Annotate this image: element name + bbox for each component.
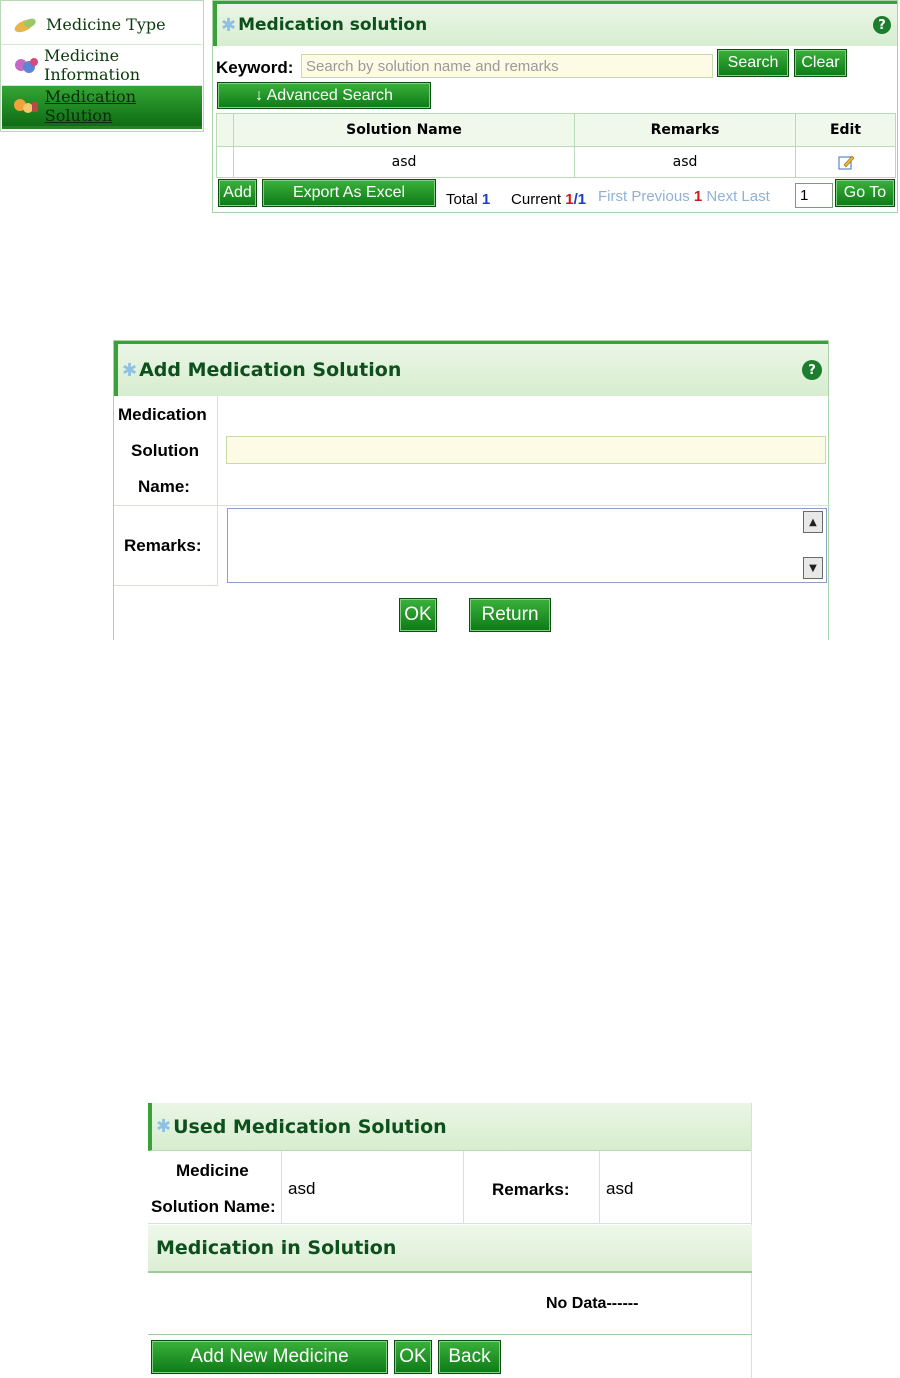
scroll-up-icon[interactable]: ▲ [803, 511, 823, 533]
scroll-down-icon[interactable]: ▼ [803, 557, 823, 579]
goto-page-input[interactable]: 1 [795, 183, 833, 208]
total-value: 1 [481, 191, 491, 208]
used-remarks-value: asd [600, 1151, 752, 1224]
ok-button[interactable]: OK [399, 598, 437, 632]
nav-item-label: Medicine Information [44, 46, 141, 84]
row-select-cell [217, 147, 234, 178]
nav-item-label: Medicine Type [46, 14, 166, 34]
advanced-search-button[interactable]: ↓ Advanced Search [217, 82, 431, 109]
panel-header [213, 1, 897, 46]
current-label: Current [511, 191, 562, 208]
column-header-solution-name: Solution Name [234, 114, 575, 147]
next-page-link[interactable]: Next [706, 188, 738, 205]
solution-table [216, 113, 896, 178]
used-remarks-label-cell [464, 1151, 600, 1224]
panel-title: Medication solution [238, 15, 428, 35]
no-data-row [148, 1275, 752, 1335]
add-new-medicine-button[interactable]: Add New Medicine [151, 1340, 388, 1374]
used-name-label-line1: Medicine [176, 1161, 249, 1180]
page-number-link[interactable]: 1 [693, 188, 703, 205]
gear-icon: ✱ [156, 1116, 172, 1137]
first-page-link[interactable]: First [598, 188, 628, 205]
previous-page-link[interactable]: Previous [631, 188, 690, 205]
gear-icon: ✱ [221, 14, 237, 36]
edit-icon[interactable] [838, 154, 854, 170]
name-label-line3: Name: [138, 477, 190, 496]
table-row [217, 147, 896, 178]
used-ok-button[interactable]: OK [394, 1340, 432, 1374]
help-icon[interactable]: ? [802, 360, 822, 380]
total-label: Total [446, 191, 478, 208]
left-nav [0, 0, 204, 132]
last-page-link[interactable]: Last [741, 188, 770, 205]
help-icon[interactable]: ? [873, 16, 891, 34]
search-button[interactable]: Search [717, 49, 789, 77]
add-solution-form [113, 340, 829, 640]
select-column-header [217, 114, 234, 147]
name-label-line1: Medication [118, 405, 207, 424]
return-button[interactable]: Return [469, 598, 551, 632]
pager-links [598, 188, 770, 205]
cell-edit [796, 147, 896, 178]
back-button[interactable]: Back [438, 1340, 501, 1374]
nav-item-label: Medication Solution [44, 87, 136, 125]
goto-button[interactable]: Go To [835, 179, 895, 207]
search-input[interactable]: Search by solution name and remarks [301, 54, 713, 78]
nav-item-medicine-information[interactable] [2, 45, 202, 86]
name-label-line2: Solution [131, 441, 199, 460]
used-panel-title: Used Medication Solution [173, 1115, 447, 1138]
solution-name-input[interactable] [226, 436, 826, 464]
remarks-textarea[interactable] [227, 508, 827, 583]
used-name-label-cell [148, 1151, 282, 1224]
add-button[interactable]: Add [218, 179, 257, 207]
used-solution-panel [148, 1103, 752, 1378]
solution-icon [12, 96, 41, 116]
nav-item-medication-solution[interactable] [2, 86, 202, 129]
table-header-row [217, 114, 896, 147]
gear-icon: ✱ [122, 359, 138, 381]
pager-summary [446, 191, 586, 208]
column-header-edit: Edit [796, 114, 896, 147]
remarks-label-cell [114, 506, 218, 586]
page-separator: / [573, 191, 578, 208]
column-header-remarks: Remarks [575, 114, 796, 147]
remarks-label: Remarks: [124, 536, 202, 555]
used-panel-header [148, 1103, 751, 1151]
total-pages: 1 [577, 191, 587, 208]
nav-item-medicine-type[interactable] [2, 4, 202, 45]
current-page: 1 [565, 191, 574, 208]
medication-in-solution-header: Medication in Solution [148, 1225, 752, 1273]
capsules-icon [12, 55, 40, 75]
medication-solution-panel [212, 0, 898, 213]
keyword-label: Keyword: [216, 58, 294, 77]
cell-solution-name: asd [234, 147, 575, 178]
clear-button[interactable]: Clear [794, 49, 847, 77]
pill-icon [12, 14, 42, 34]
name-label-cell [114, 396, 218, 506]
used-name-value: asd [282, 1151, 464, 1224]
export-excel-button[interactable]: Export As Excel [262, 179, 436, 207]
used-remarks-label: Remarks: [492, 1180, 570, 1199]
used-name-label-line2: Solution Name: [151, 1197, 276, 1216]
cell-remarks: asd [575, 147, 796, 178]
no-data-text: No Data------ [546, 1295, 639, 1312]
form-header [114, 341, 828, 396]
form-title: Add Medication Solution [139, 359, 402, 381]
